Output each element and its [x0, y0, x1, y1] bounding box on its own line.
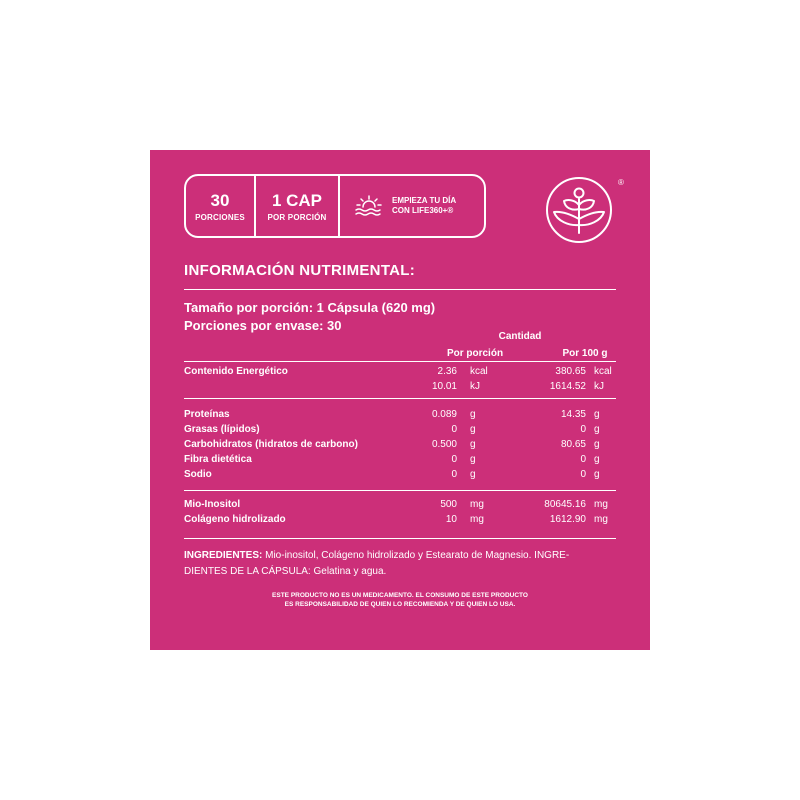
serving-size: Tamaño por porción: 1 Cápsula (620 mg): [184, 300, 436, 315]
amount-header: Cantidad: [498, 331, 542, 342]
disclaimer-line-2: ES RESPONSABILIDAD DE QUIEN LO RECOMIENDA Y DE QUIEN LO USA.: [284, 601, 516, 608]
per-100g-unit: mg: [594, 499, 608, 510]
energy-row: [184, 366, 616, 381]
per-100g-unit: kJ: [594, 381, 604, 392]
nutrient-label: Carbohidratos (hidratos de carbono): [184, 439, 358, 450]
per-serving-unit: kJ: [470, 381, 480, 392]
per-100g-value: 14.35: [560, 409, 586, 420]
per-serving-value: 2.36: [437, 366, 457, 377]
per-serving-header: Por porción: [446, 348, 504, 359]
per-serving-value: 10: [445, 514, 457, 525]
per-100g-header: Por 100 g: [562, 348, 608, 359]
slogan-line-1: EMPIEZA TU DÍA: [392, 196, 457, 205]
per-serving-value: 10.01: [431, 381, 457, 392]
per-100g-unit: mg: [594, 514, 608, 525]
divider: [184, 398, 616, 399]
per-100g-value: 80.65: [560, 439, 586, 450]
slogan-line-2: CON LIFE360+®: [392, 206, 454, 215]
portions-badge: [186, 176, 256, 236]
per-100g-unit: kcal: [594, 366, 612, 377]
divider: [184, 289, 616, 290]
sunrise-icon: [354, 194, 384, 218]
portions-value: 30: [210, 190, 230, 210]
nutrient-label: Grasas (lípidos): [184, 424, 260, 435]
per-100g-unit: g: [594, 409, 600, 420]
nutrient-row: [184, 469, 616, 484]
nutrient-label: Proteínas: [184, 409, 230, 420]
per-100g-unit: g: [594, 454, 600, 465]
per-serving-unit: g: [470, 454, 476, 465]
nutrient-row: [184, 454, 616, 469]
ingredients-text: Mio-inositol, Colágeno hidrolizado y Estearato de Magnesio. INGRE-: [262, 550, 570, 561]
section-title: INFORMACIÓN NUTRIMENTAL:: [184, 262, 416, 279]
slogan-text: [392, 196, 456, 216]
per-100g-value: 0: [580, 469, 586, 480]
per-serving-unit: g: [470, 439, 476, 450]
ingredients-text-cont: DIENTES DE LA CÁPSULA: Gelatina y agua.: [184, 566, 387, 577]
per-serving-value: 0: [451, 424, 457, 435]
nutrient-row: [184, 439, 616, 454]
per-serving-value: 0.089: [431, 409, 457, 420]
per-100g-value: 1612.90: [549, 514, 586, 525]
active-row: [184, 514, 616, 529]
divider: [184, 490, 616, 491]
per-serving-value: 0: [451, 469, 457, 480]
energy-row: [184, 381, 616, 396]
ingredients: [184, 548, 616, 580]
per-100g-value: 1614.52: [549, 381, 586, 392]
nutrient-label: Contenido Energético: [184, 366, 288, 377]
disclaimer-line-1: ESTE PRODUCTO NO ES UN MEDICAMENTO. EL CONSUMO DE ESTE PRODUCTO: [272, 592, 528, 599]
lotus-leaf-logo: [544, 175, 614, 245]
slogan-badge: [340, 176, 484, 236]
per-serving-value: 0.500: [431, 439, 457, 450]
active-row: [184, 499, 616, 514]
per-serving-value: 500: [440, 499, 457, 510]
portions-label: PORCIONES: [195, 212, 245, 222]
cap-label: POR PORCIÓN: [267, 212, 327, 222]
per-100g-unit: g: [594, 439, 600, 450]
per-serving-unit: g: [470, 424, 476, 435]
nutrition-label-panel: [150, 150, 650, 650]
divider: [184, 538, 616, 539]
cap-value: 1 CAP: [271, 190, 323, 210]
per-100g-value: 0: [580, 424, 586, 435]
per-100g-unit: g: [594, 424, 600, 435]
registered-mark: ®: [618, 178, 624, 187]
disclaimer: [184, 591, 616, 609]
per-serving-unit: mg: [470, 499, 484, 510]
nutrient-label: Fibra dietética: [184, 454, 252, 465]
per-serving-unit: mg: [470, 514, 484, 525]
servings-per-container: Porciones por envase: 30: [184, 318, 342, 333]
per-100g-unit: g: [594, 469, 600, 480]
per-serving-unit: g: [470, 469, 476, 480]
per-100g-value: 380.65: [555, 366, 586, 377]
nutrient-row: [184, 424, 616, 439]
nutrient-label: Mio-Inositol: [184, 499, 241, 510]
per-serving-unit: kcal: [470, 366, 488, 377]
per-100g-value: 80645.16: [544, 499, 586, 510]
nutrient-label: Colágeno hidrolizado: [184, 514, 286, 525]
per-serving-unit: g: [470, 409, 476, 420]
nutrient-label: Sodio: [184, 469, 212, 480]
info-badges: [184, 174, 486, 238]
per-100g-value: 0: [580, 454, 586, 465]
ingredients-label: INGREDIENTES:: [184, 550, 263, 561]
per-serving-value: 0: [451, 454, 457, 465]
cap-badge: [256, 176, 340, 236]
nutrient-row: [184, 409, 616, 424]
divider: [184, 361, 616, 362]
